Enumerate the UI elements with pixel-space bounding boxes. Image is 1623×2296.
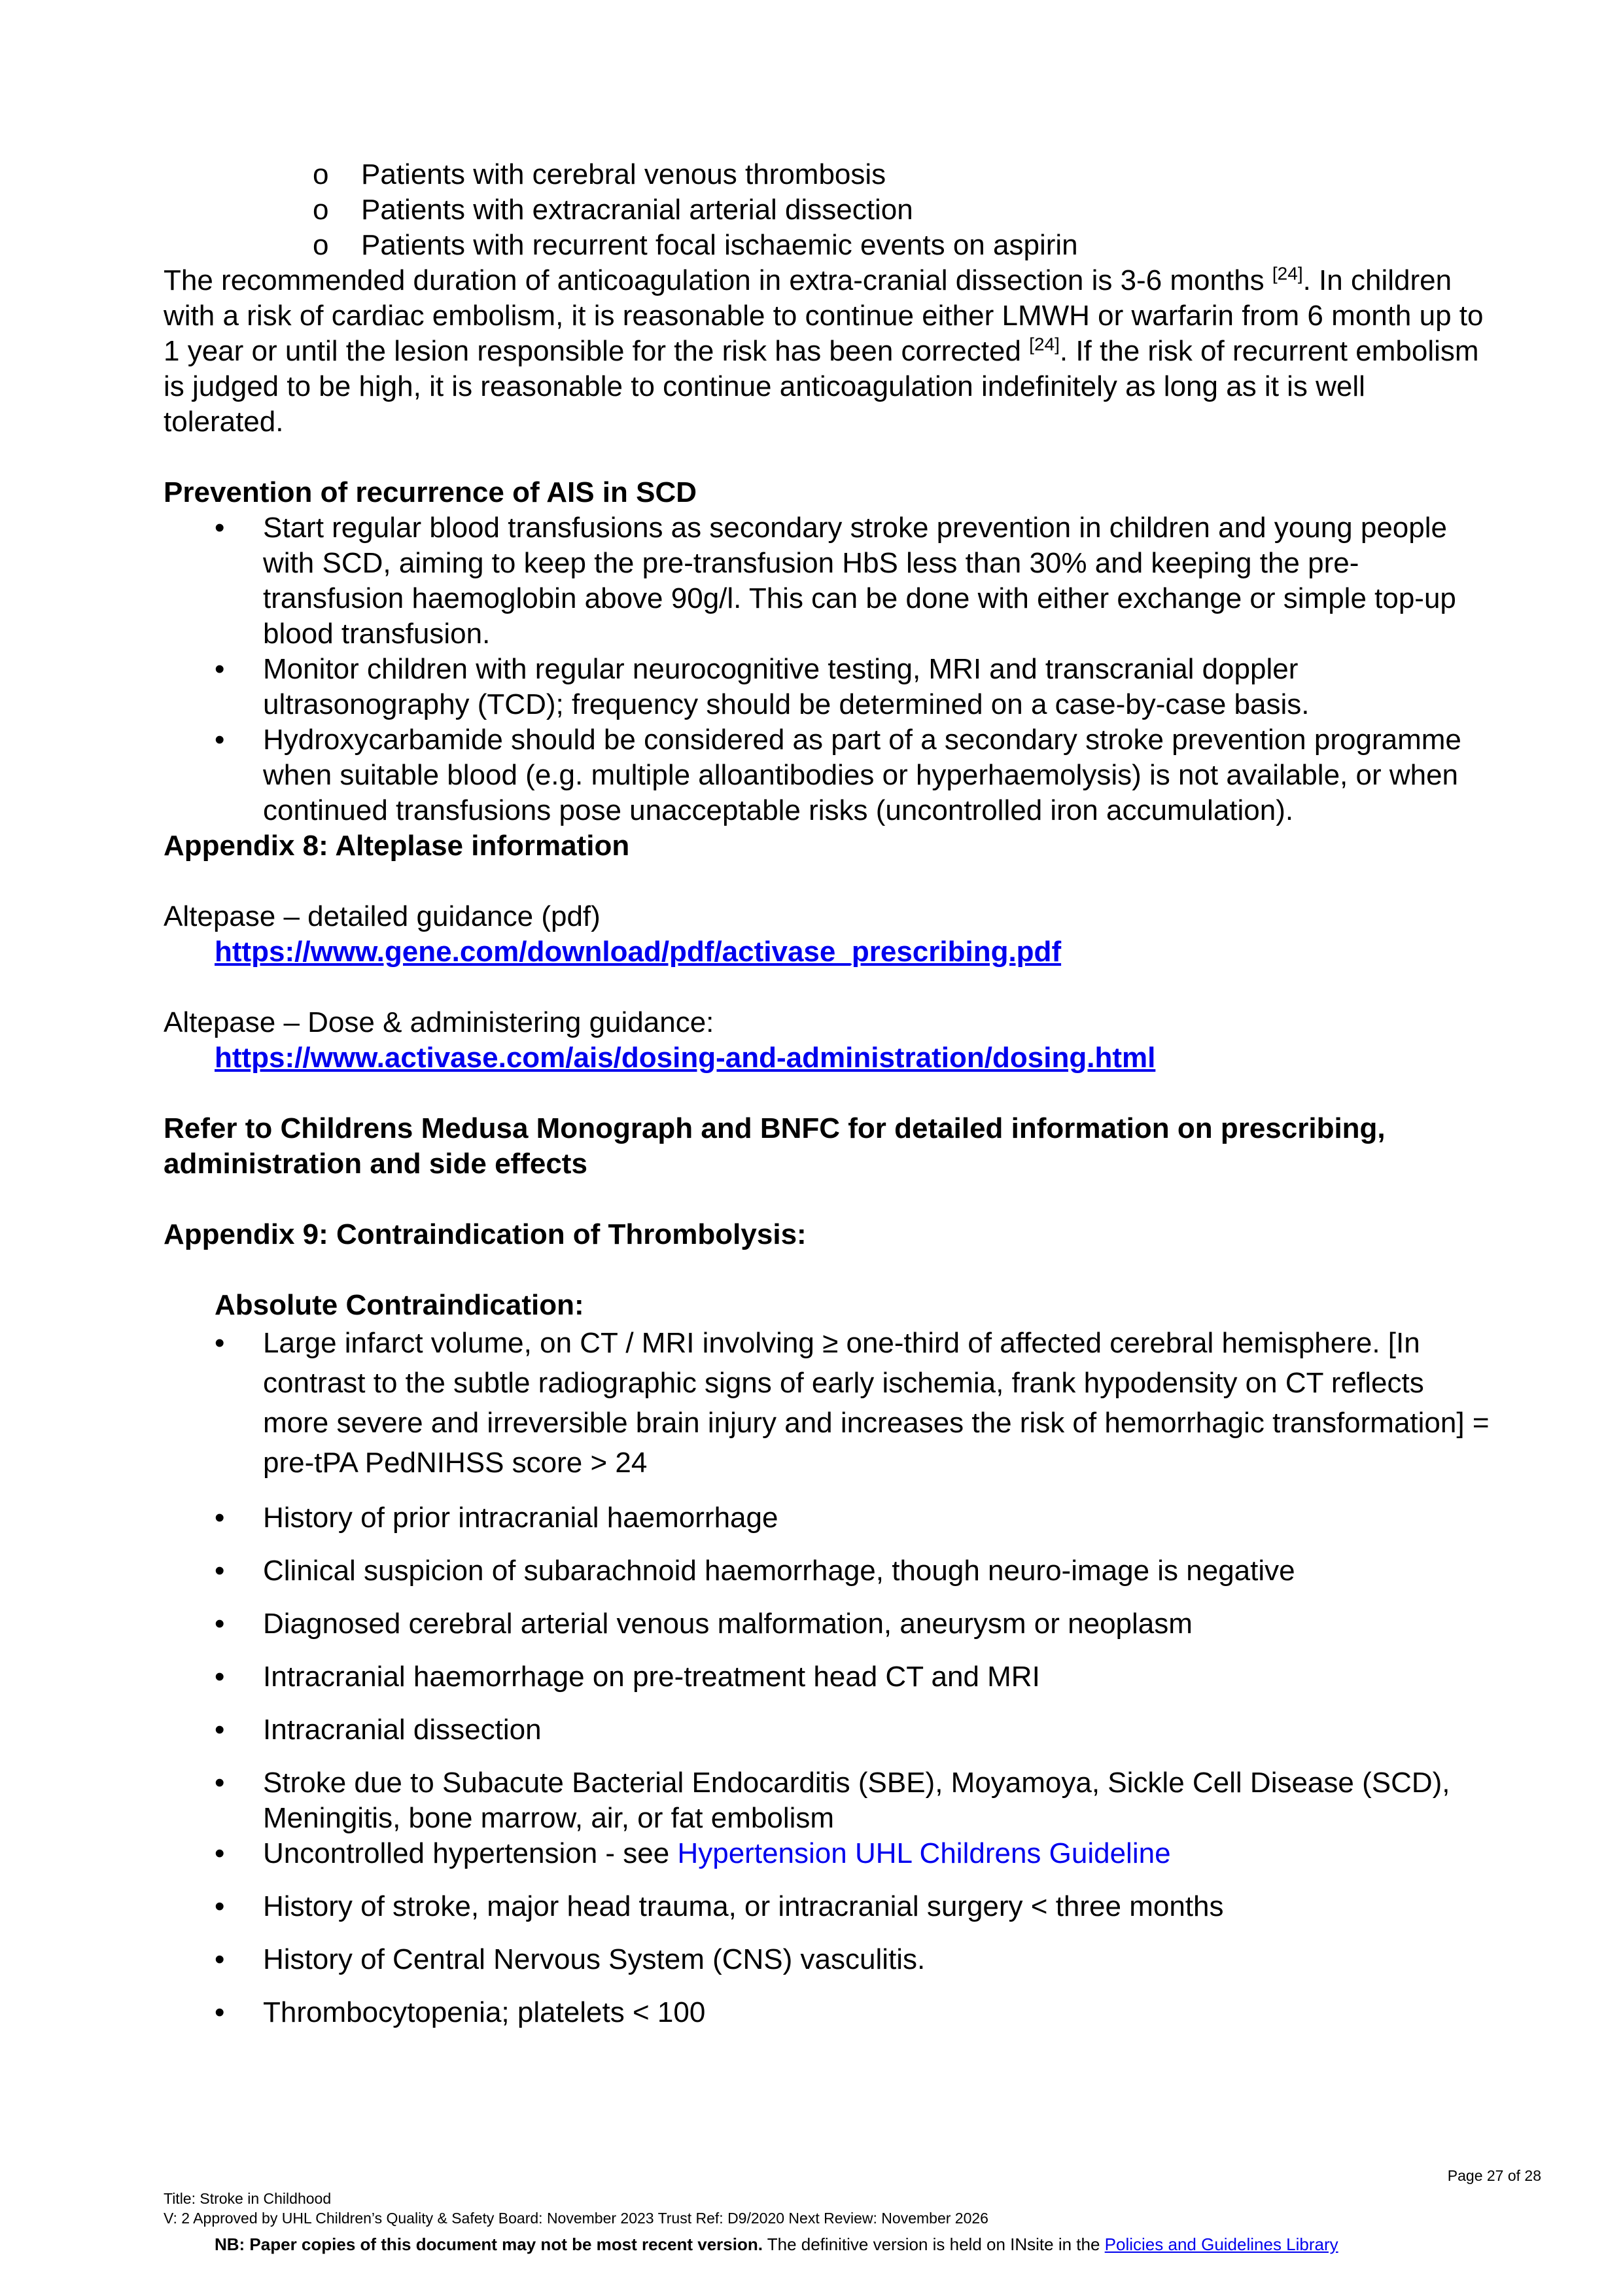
list-item-text: Intracranial dissection [263,1714,542,1746]
list-item [164,652,1492,722]
activase-prescribing-link[interactable]: https://www.gene.com/download/pdf/activase_prescribing.pdf [215,936,1062,968]
paper-copy-note [215,2234,1338,2255]
list-item [164,510,1492,652]
scd-prevention-list [164,510,1492,828]
disc-bullet-icon: • [215,1608,225,1640]
appendix8-heading: Appendix 8: Alteplase information [164,830,630,862]
disc-bullet-icon: • [215,1714,225,1746]
list-item-text: Patients with recurrent focal ischaemic events on aspirin [361,229,1078,261]
list-item-text: History of stroke, major head trauma, or intracranial surgery < three months [263,1890,1224,1922]
list-item [164,1553,1492,1589]
paper-copy-warning: NB: Paper copies of this document may not be most recent version. [215,2234,763,2254]
list-item [164,1836,1492,1871]
list-item [164,722,1492,828]
list-item [164,1712,1492,1748]
list-item [164,228,1492,263]
guidance-pdf-label: Altepase – detailed guidance (pdf) [164,900,601,932]
disc-bullet-icon: • [215,1890,225,1922]
list-item-text: History of prior intracranial haemorrhage [263,1502,778,1534]
list-item [164,157,1492,192]
disc-bullet-icon: • [215,1767,225,1799]
document-meta [164,2189,988,2228]
policies-library-link[interactable]: Policies and Guidelines Library [1104,2234,1338,2254]
citation-ref: [24] [1272,263,1303,284]
disc-bullet-icon: • [215,1943,225,1975]
list-item-text: Patients with extracranial arterial dissection [361,194,913,226]
disc-bullet-icon: • [215,1327,225,1359]
list-item-text: Intracranial haemorrhage on pre-treatment head CT and MRI [263,1661,1040,1693]
appendix9-heading: Appendix 9: Contraindication of Thrombolysis: [164,1218,807,1250]
disc-bullet-icon: • [215,724,225,756]
list-item [164,1942,1492,1977]
document-title: Title: Stroke in Childhood [164,2190,332,2207]
disc-bullet-icon: • [215,653,225,685]
disc-bullet-icon: • [215,512,225,544]
disc-bullet-icon: • [215,1502,225,1534]
list-item-text: Patients with cerebral venous thrombosis [361,158,886,190]
anticoagulation-duration-paragraph: The recommended duration of anticoagulation in extra-cranial dissection is 3-6 months [24]. In children with a risk of cardiac embolism, it is reasonable to continue either LMWH or warfarin from 6 month up to 1 year or until the lesion responsible for the risk has been corrected [24]. If the risk of recurrent embolism is judged to be high, it is reasonable to continue anticoagulation indefinitely as long as it is well tolerated. [164,263,1484,438]
list-item-text: Thrombocytopenia; platelets < 100 [263,1996,706,2028]
list-item [164,1323,1492,1483]
list-item-text: Diagnosed cerebral arterial venous malformation, aneurysm or neoplasm [263,1608,1193,1640]
list-item [164,1606,1492,1642]
list-item [164,1889,1492,1924]
disc-bullet-icon: • [215,1555,225,1587]
disc-bullet-icon: • [215,1837,225,1869]
list-item [164,1765,1492,1836]
list-item-text: Uncontrolled hypertension - see [263,1837,678,1869]
list-item-text: Hydroxycarbamide should be considered as part of a secondary stroke prevention programme when suitable blood (e.g. multiple alloantibodies or hyperhaemolysis) is not available, or when continued transfusions pose unacceptable risks (uncontrolled iron accumulation). [263,724,1461,826]
list-item-text: Large infarct volume, on CT / MRI involving ≥ one-third of affected cerebral hemisphere. [In contrast to the subtle radiographic signs of early ischemia, frank hypodensity on CT reflects more severe and irreversible brain injury and increases the risk of hemorrhagic transformation] = pre-tPA PedNIHSS score > 24 [263,1327,1490,1479]
list-item [164,1995,1492,2030]
list-item [164,192,1492,228]
disc-bullet-icon: • [215,1996,225,2028]
definitive-version-text: The definitive version is held on INsite in the [762,2234,1105,2254]
circle-bullet-icon: o [313,158,329,190]
absolute-contraindication-heading: Absolute Contraindication: [215,1289,584,1321]
list-item-text: Start regular blood transfusions as secondary stroke prevention in children and young people with SCD, aiming to keep the pre-transfusion HbS less than 30% and keeping the pre-transfusion haemoglobin above 90g/l. This can be done with either exchange or simple top-up blood transfusion. [263,512,1456,650]
dose-guidance-label: Altepase – Dose & administering guidance: [164,1006,714,1038]
list-item-text: Clinical suspicion of subarachnoid haemorrhage, though neuro-image is negative [263,1555,1295,1587]
scd-heading: Prevention of recurrence of AIS in SCD [164,476,697,508]
activase-dosing-link[interactable]: https://www.activase.com/ais/dosing-and-administration/dosing.html [215,1042,1156,1074]
list-item-text: History of Central Nervous System (CNS) vasculitis. [263,1943,926,1975]
list-item-text: Stroke due to Subacute Bacterial Endocarditis (SBE), Moyamoya, Sickle Cell Disease (SCD), Meningitis, bone marrow, air, or fat embolism [263,1767,1450,1834]
list-item [164,1659,1492,1695]
page-number: Page 27 of 28 [1447,2167,1541,2184]
citation-ref: [24] [1029,334,1060,355]
document-version: V: 2 Approved by UHL Children’s Quality & Safety Board: November 2023 Trust Ref: D9/2020 Next Review: November 2026 [164,2210,988,2227]
contraindication-list [164,1323,1492,2030]
disc-bullet-icon: • [215,1661,225,1693]
dose-guidance-link-row [164,1040,1492,1076]
list-item-text: Monitor children with regular neurocognitive testing, MRI and transcranial doppler ultrasonography (TCD); frequency should be determined on a case-by-case basis. [263,653,1310,720]
patient-criteria-list [164,157,1492,263]
circle-bullet-icon: o [313,229,329,261]
guidance-pdf-link-row [164,934,1492,970]
list-item [164,1500,1492,1536]
page-content [164,157,1492,2030]
medusa-refer-note: Refer to Childrens Medusa Monograph and BNFC for detailed information on prescribing, administration and side effects [164,1112,1386,1180]
hypertension-guideline-link[interactable]: Hypertension UHL Childrens Guideline [677,1837,1171,1869]
circle-bullet-icon: o [313,194,329,226]
